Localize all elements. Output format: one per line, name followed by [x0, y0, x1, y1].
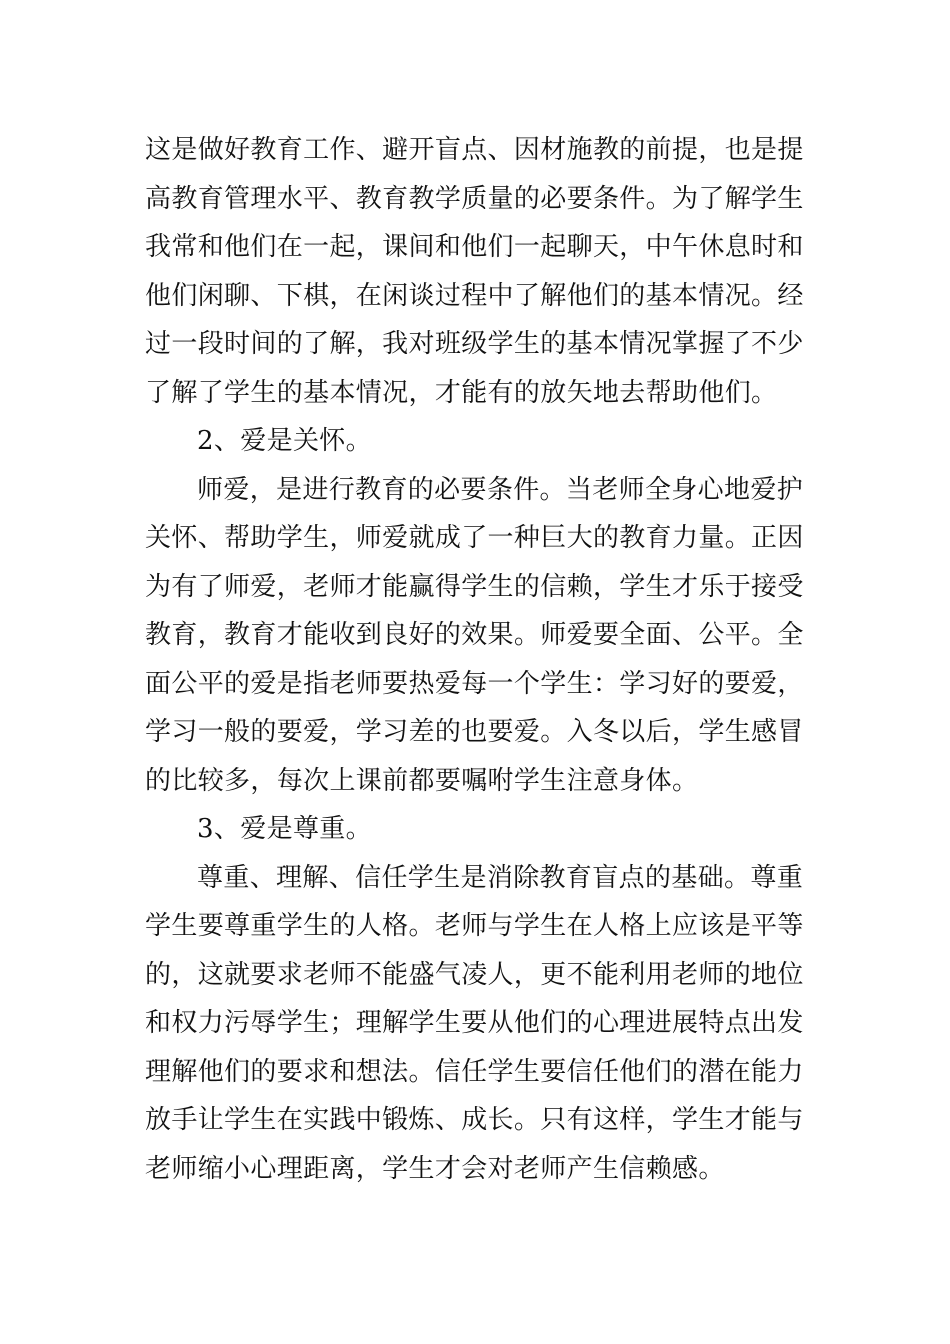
text-line: 高教育管理水平、教育教学质量的必要条件。为了解学生: [145, 183, 804, 214]
text-line: 这是做好教育工作、避开盲点、因材施教的前提，也是提: [145, 135, 804, 165]
text-line: 学习一般的要爱，学习差的也要爱。入冬以后，学生感冒: [145, 717, 804, 747]
text-line: 关怀、帮助学生，师爱就成了一种巨大的教育力量。正因: [145, 523, 804, 553]
text-line: 了解了学生的基本情况，才能有的放矢地去帮助他们。: [145, 377, 778, 408]
text-line: 尊重、理解、信任学生是消除教育盲点的基础。尊重: [197, 862, 804, 893]
text-line: 他们闲聊、下棋，在闲谈过程中了解他们的基本情况。经: [145, 280, 804, 311]
text-line: 的，这就要求老师不能盛气凌人，更不能利用老师的地位: [145, 959, 804, 990]
text-line: 面公平的爱是指老师要热爱每一个学生：学习好的要爱，: [145, 668, 804, 699]
document-page: [145, 126, 805, 1193]
text-line: 为有了师爱，老师才能赢得学生的信赖，学生才乐于接受: [145, 571, 804, 602]
text-line: 理解他们的要求和想法。信任学生要信任他们的潜在能力: [145, 1056, 804, 1087]
text-line: 和权力污辱学生；理解学生要从他们的心理进展特点出发: [145, 1008, 804, 1038]
text-line: 老师缩小心理距离，学生才会对老师产生信赖感。: [145, 1153, 725, 1184]
text-line: 教育，教育才能收到良好的效果。师爱要全面、公平。全: [145, 620, 804, 650]
text-line: 放手让学生在实践中锻炼、成长。只有这样，学生才能与: [145, 1105, 804, 1135]
text-line: 师爱，是进行教育的必要条件。当老师全身心地爱护: [197, 474, 804, 505]
text-line: 学生要尊重学生的人格。老师与学生在人格上应该是平等: [145, 911, 804, 941]
text-line: 的比较多，每次上课前都要嘱咐学生注意身体。: [145, 765, 699, 796]
section-heading: 3、爱是尊重。: [197, 814, 372, 844]
text-line: 我常和他们在一起，课间和他们一起聊天，中午休息时和: [145, 232, 804, 262]
text-line: 过一段时间的了解，我对班级学生的基本情况掌握了不少: [145, 329, 804, 359]
section-heading: 2、爱是关怀。: [197, 426, 372, 456]
